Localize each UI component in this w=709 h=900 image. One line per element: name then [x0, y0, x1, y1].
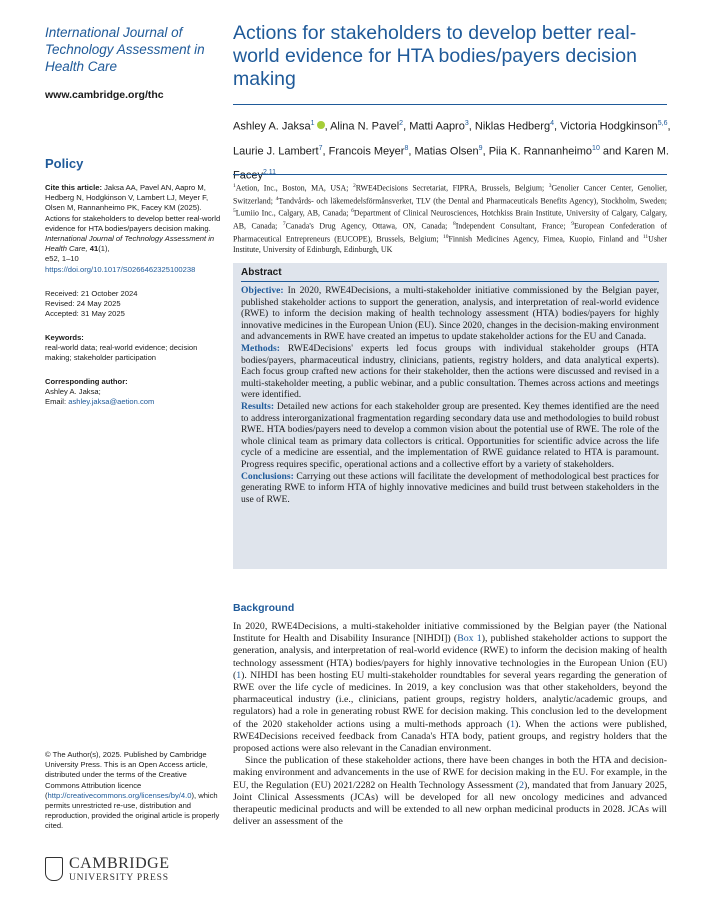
- received-date: Received: 21 October 2024: [45, 289, 138, 298]
- abstract-methods: Methods: RWE4Decisions' experts led focus groups with individual stakeholder groups (HTA bodies/payers, pharmaceutical industry, clinicians, patients, registry holders, and data analytical experts). Each focus group crafted new actions for their stakeholder, then the actions were discussed and revised in a multi-stakeholder meeting, a public webinar, and a public consultation. Themes across actions and meetings were identified.: [241, 342, 659, 401]
- author-affiliation-mark[interactable]: 7: [318, 144, 323, 152]
- affiliation-number: 3: [548, 183, 552, 189]
- author-affiliation-mark[interactable]: 8: [404, 144, 409, 152]
- dates-block: [45, 289, 223, 320]
- author-affiliation-mark[interactable]: 5,6: [657, 120, 668, 127]
- author-name: Francois Meyer: [328, 145, 405, 158]
- author-list: [233, 113, 673, 187]
- author-separator: ,: [403, 120, 410, 133]
- author-separator: ,: [322, 145, 329, 158]
- affiliation-number: 10: [442, 233, 449, 240]
- affiliation-text: Lumiio Inc., Calgary, AB, Canada;: [235, 208, 352, 218]
- affiliation-number: 7: [282, 220, 286, 227]
- affiliation-text: Usher Institute, University of Edinburgh, Edinburgh, UK: [233, 234, 667, 255]
- publisher-line2: UNIVERSITY PRESS: [69, 873, 169, 883]
- affiliation-number: 4: [275, 195, 279, 202]
- keywords-label: Keywords:: [45, 333, 84, 342]
- abstract-conclusions: Conclusions: Carrying out these actions will facilitate the development of methodological best practices for generating RWE to inform HTA of highly innovative medicines and build trust between stakeholders in the use of RWE.: [241, 470, 659, 505]
- license-text-after: ), which permits unrestricted re-use, distribution and reproduction, provided the original article is properly cited.: [45, 790, 220, 831]
- license-link[interactable]: http://creativecommons.org/licenses/by/4.0: [47, 790, 192, 800]
- author-separator: ,: [482, 145, 489, 158]
- author-separator: ,: [408, 145, 415, 158]
- email-label: Email:: [45, 397, 67, 407]
- author-name: Matti Aapro: [409, 120, 465, 133]
- author-separator: ,: [667, 120, 671, 133]
- citation-block: [45, 183, 223, 275]
- affiliation-text: Canada's Drug Agency, Ottawa, ON, Canada;: [285, 221, 453, 231]
- author-name: Niklas Hedberg: [474, 120, 551, 133]
- abstract-heading: Abstract: [241, 267, 659, 282]
- authors-divider: [233, 174, 667, 175]
- corresponding-name: Ashley A. Jaksa;: [45, 387, 101, 397]
- section-label: Policy: [45, 156, 84, 171]
- affiliation-text: Finnish Medicines Agency, Fimea, Kuopio, Finland and: [448, 234, 643, 244]
- author-affiliation-mark[interactable]: 3: [464, 120, 469, 127]
- author-name: Victoria Hodgkinson: [560, 120, 658, 133]
- publisher-logo: [45, 855, 225, 889]
- affiliation-number: 5: [233, 208, 236, 215]
- author-separator: ,: [468, 120, 475, 133]
- abstract-results: Results: Detailed new actions for each stakeholder group are presented. Key themes identified are the need to address interorganizational fragmentation regarding secondary data use and methodologies to build robust RWE. HTA bodies/payers need to develop a common vision about the potential use of RWE. The role of the whole clinical team as primary data collectors is critical. Opportunities for scientific advice across the life cycle of a medicine are essential, and the implementation of RWE guidance related to HTA is paramount. Progress requires specific, operational actions and a collective effort by a variety of stakeholders.: [241, 400, 659, 470]
- affiliation-text: Independent Consultant, France;: [455, 221, 572, 231]
- ref-1b-link[interactable]: 1: [510, 718, 516, 730]
- author-name: Piia K. Rannanheimo: [488, 145, 593, 158]
- journal-name: International Journal of Technology Assessment in Health Care: [45, 25, 205, 74]
- cambridge-shield-icon: [45, 857, 63, 881]
- background-body: [233, 621, 667, 828]
- affiliation-text: Tandvårds- och läkemedelsförmånsverket, TLV (the Dental and Pharmaceuticals Benefits Agency), Stockholm, Sweden;: [278, 196, 667, 206]
- background-heading: Background: [233, 602, 295, 614]
- affiliation-text: Department of Clinical Neurosciences, Hotchkiss Brain Institute, University of Calgary, Calgary, AB, Canada;: [233, 208, 667, 231]
- affiliation-text: Genolier Cancer Center, Genolier, Switzerland;: [233, 183, 667, 206]
- email-link[interactable]: ashley.jaksa@aetion.com: [68, 397, 155, 407]
- orcid-icon[interactable]: [317, 121, 325, 129]
- author-affiliation-mark[interactable]: 1: [310, 120, 315, 127]
- revised-date: Revised: 24 May 2025: [45, 299, 121, 309]
- affiliation-number: 11: [642, 233, 649, 240]
- affiliation-text: Aetion, Inc., Boston, MA, USA;: [235, 183, 353, 193]
- cite-volume: 41: [89, 244, 99, 254]
- cite-journal: International Journal of Technology Assessment in Health Care,: [45, 234, 215, 254]
- author-separator: and: [599, 145, 625, 158]
- affiliation-text: European Confederation of Pharmaceutical Entrepreneurs (EUCOPE), Brussels, Belgium;: [233, 221, 668, 244]
- author-separator: ,: [324, 120, 331, 133]
- affiliations: [233, 181, 667, 255]
- author-name: Karen M. Facey: [233, 145, 669, 182]
- cite-label: Cite this article:: [45, 183, 102, 192]
- accepted-date: Accepted: 31 May 2025: [45, 309, 125, 319]
- affiliation-text: RWE4Decisions Secretariat, FIPRA, Brussels, Belgium;: [355, 183, 549, 193]
- author-name: Matias Olsen: [414, 145, 479, 158]
- corresponding-label: Corresponding author:: [45, 377, 128, 386]
- license-block: [45, 750, 223, 832]
- license-text-before: © The Author(s), 2025. Published by Cambridge University Press. This is an Open Access article, distributed under the terms of the Creative Commons Attribution licence (: [45, 750, 208, 800]
- background-paragraph-2: Since the publication of these stakeholder actions, there have been changes in both the HTA and decision-making environment and advancements in the use of RWE for decision making in the EU. For example, in the EU, the Regulation (EU) 2021/2282 on Health Technology Assessment (2), mandated that from January 2025, Joint Clinical Assessments (JCAs) will be developed for all new oncology medicines and advanced therapeutic medicinal products and will be extended to all new orphan medicinal products in 2028. JCAs will deliver an assessment of the: [233, 755, 667, 828]
- abstract-box: [233, 263, 667, 569]
- author-name: Laurie J. Lambert: [233, 145, 319, 158]
- author-affiliation-mark[interactable]: 4: [550, 120, 554, 127]
- abstract-objective: Objective: In 2020, RWE4Decisions, a multi-stakeholder initiative commissioned by the Belgian payer, published stakeholder actions to support the generation, analysis, and interpretation of real-world evidence (RWE) to inform the decision making of health technology assessment (HTA) bodies/payers for highly innovative medicines in the European Union (EU). Since 2020, changes in the decision-making environment and advancements in RWE have created an impetus to update stakeholder actions for the EU and Canada.: [241, 285, 660, 343]
- affiliation-number: 9: [571, 220, 574, 227]
- author-affiliation-mark[interactable]: 2: [399, 120, 404, 127]
- ref-1-link[interactable]: 1: [236, 669, 242, 681]
- keywords-block: [45, 333, 223, 364]
- author-affiliation-mark[interactable]: 2,11: [262, 169, 277, 177]
- affiliation-number: 6: [351, 208, 354, 215]
- author-name: Ashley A. Jaksa: [233, 120, 311, 133]
- ref-2-link[interactable]: 2: [519, 779, 524, 791]
- cite-text: Jaksa AA, Pavel AN, Aapro M, Hedberg N, Hodgkinson V, Lambert LJ, Meyer F, Olsen M, Rannanheimo PK, Facey KM (2025). Actions for stakeholders to develop better real-world evidence for HTA bodies/payers decision making.: [45, 183, 221, 233]
- affiliation-number: 8: [452, 220, 456, 227]
- background-paragraph-1: In 2020, RWE4Decisions, a multi-stakeholder initiative commissioned by the Belgian payer (the National Institute for Health and Disability Insurance [NIHDI]) (Box 1), published stakeholder actions to support the generation, analysis, and interpretation of real-world evidence (RWE) to inform the decision making of health technology assessment (HTA) bodies/payers for highly innovative technologies in the European Union (EU) (1). NIHDI has been hosting EU multi-stakeholder roundtables for several years regarding the generation of RWE over the life cycle of medicines. In 2019, a key conclusion was that other stakeholders, beyond the pharmaceutical industry (i.e., clinicians, patient groups, registry holders, analytic/academic groups, and regulators) had a role in generating robust RWE for decision making. This conclusion led to the development of the 2020 stakeholder actions using a multi-methods approach (1). When the actions were published, RWE4Decisions received feedback from Canada's HTA body, patient groups, and registry holders that the proposed actions were also relevant in the Canadian environment.: [233, 621, 667, 755]
- journal-sidebar-header: [45, 24, 220, 101]
- affiliation-number: 1: [233, 183, 236, 189]
- author-affiliation-mark[interactable]: 10: [592, 144, 600, 152]
- title-divider: [233, 104, 667, 105]
- author-separator: ,: [553, 120, 561, 133]
- article-title: Actions for stakeholders to develop better real-world evidence for HTA bodies/payers decision making: [233, 22, 637, 90]
- journal-website[interactable]: www.cambridge.org/thc: [45, 89, 164, 101]
- box-1-link[interactable]: Box 1: [457, 633, 482, 645]
- author-name: Alina N. Pavel: [330, 120, 400, 133]
- publisher-line1: CAMBRIDGE: [69, 855, 170, 872]
- doi-link[interactable]: https://doi.org/10.1017/S0266462325100238: [45, 264, 196, 274]
- keywords-text: real-world data; real-world evidence; decision making; stakeholder participation: [45, 343, 198, 363]
- affiliation-number: 2: [352, 183, 356, 189]
- cite-issue: (1),: [98, 244, 110, 254]
- author-affiliation-mark[interactable]: 9: [478, 144, 483, 152]
- corresponding-author-block: [45, 377, 223, 408]
- cite-pages: e52, 1–10: [45, 254, 79, 264]
